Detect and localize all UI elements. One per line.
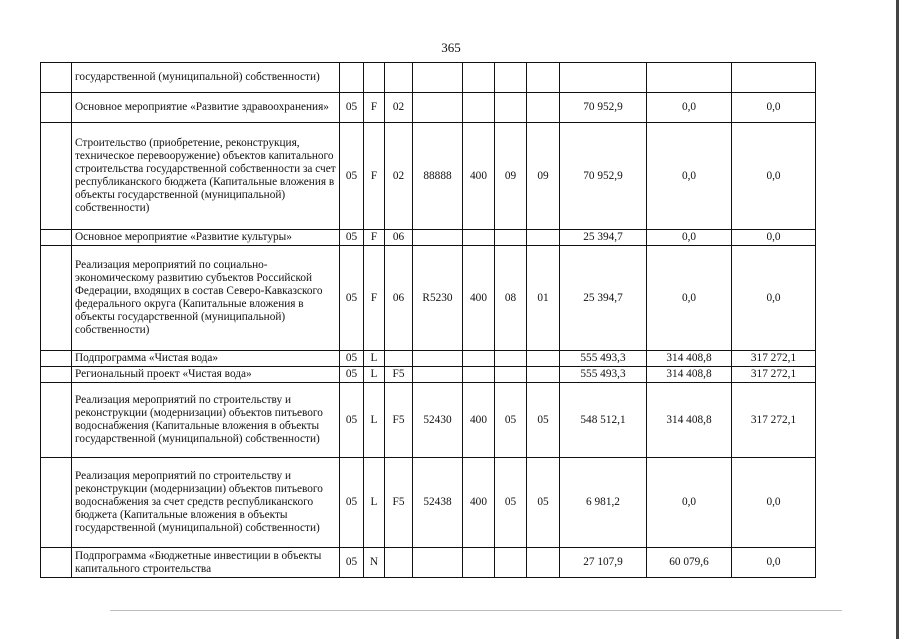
code-cell	[527, 230, 560, 246]
code-cell: 05	[527, 383, 560, 458]
blank-cell	[41, 123, 72, 230]
blank-cell	[41, 548, 72, 578]
code-cell	[495, 548, 527, 578]
scan-edge	[896, 0, 899, 639]
code-cell: 400	[463, 383, 495, 458]
code-cell	[385, 351, 413, 367]
table-row	[41, 93, 816, 123]
blank-cell	[41, 351, 72, 367]
amount-cell	[732, 63, 816, 93]
amount-cell: 317 272,1	[732, 351, 816, 367]
code-cell: F	[364, 123, 385, 230]
code-cell: L	[364, 351, 385, 367]
amount-cell: 25 394,7	[560, 230, 647, 246]
blank-cell	[41, 93, 72, 123]
amount-cell: 25 394,7	[560, 246, 647, 351]
amount-cell: 0,0	[732, 246, 816, 351]
code-cell	[495, 230, 527, 246]
amount-cell: 314 408,8	[647, 351, 732, 367]
code-cell	[340, 63, 364, 93]
row-name: Подпрограмма «Чистая вода»	[72, 351, 340, 367]
code-cell	[463, 63, 495, 93]
code-cell: 05	[340, 93, 364, 123]
table-row	[41, 383, 816, 458]
code-cell	[527, 93, 560, 123]
amount-cell: 314 408,8	[647, 367, 732, 383]
code-cell: 400	[463, 458, 495, 548]
amount-cell: 70 952,9	[560, 93, 647, 123]
code-cell	[385, 548, 413, 578]
code-cell	[413, 230, 463, 246]
code-cell	[527, 367, 560, 383]
amount-cell: 0,0	[647, 93, 732, 123]
blank-cell	[41, 230, 72, 246]
blank-cell	[41, 383, 72, 458]
amount-cell: 0,0	[732, 548, 816, 578]
amount-cell: 317 272,1	[732, 383, 816, 458]
code-cell	[495, 367, 527, 383]
code-cell: F5	[385, 458, 413, 548]
code-cell: R5230	[413, 246, 463, 351]
amount-cell: 0,0	[647, 123, 732, 230]
code-cell: 01	[527, 246, 560, 351]
row-name: государственной (муниципальной) собственности)	[72, 63, 340, 93]
table-row	[41, 123, 816, 230]
code-cell: 400	[463, 246, 495, 351]
table-row	[41, 351, 816, 367]
code-cell	[527, 351, 560, 367]
amount-cell: 0,0	[647, 230, 732, 246]
amount-cell: 548 512,1	[560, 383, 647, 458]
code-cell: L	[364, 383, 385, 458]
code-cell: 05	[527, 458, 560, 548]
code-cell: 88888	[413, 123, 463, 230]
code-cell: 06	[385, 246, 413, 351]
scan-rule	[110, 610, 842, 611]
code-cell: 09	[495, 123, 527, 230]
row-name: Строительство (приобретение, реконструкция, техническое перевооружение) объектов капитального строительства государственной собственности за счет республиканского бюджета (Капитальные вложения в объекты государственной (муниципальной) собственности)	[72, 123, 340, 230]
blank-cell	[41, 367, 72, 383]
code-cell	[463, 93, 495, 123]
code-cell: F5	[385, 367, 413, 383]
amount-cell: 60 079,6	[647, 548, 732, 578]
code-cell: 05	[340, 351, 364, 367]
code-cell: 05	[340, 458, 364, 548]
code-cell	[495, 351, 527, 367]
code-cell: L	[364, 367, 385, 383]
code-cell	[413, 63, 463, 93]
amount-cell: 0,0	[732, 123, 816, 230]
code-cell	[527, 63, 560, 93]
amount-cell: 27 107,9	[560, 548, 647, 578]
amount-cell: 0,0	[647, 458, 732, 548]
code-cell: 09	[527, 123, 560, 230]
code-cell	[495, 93, 527, 123]
code-cell: 05	[495, 458, 527, 548]
code-cell: F	[364, 93, 385, 123]
amount-cell: 317 272,1	[732, 367, 816, 383]
row-name: Подпрограмма «Бюджетные инвестиции в объекты капитального строительства	[72, 548, 340, 578]
code-cell	[463, 367, 495, 383]
row-name: Реализация мероприятий по социально-экономическому развитию субъектов Российской Федерации, входящих в состав Северо-Кавказского федерального округа (Капитальные вложения в объекты государственной (муниципальной) собственности)	[72, 246, 340, 351]
budget-table	[40, 62, 816, 578]
code-cell: 02	[385, 93, 413, 123]
table-row	[41, 367, 816, 383]
code-cell	[413, 351, 463, 367]
blank-cell	[41, 246, 72, 351]
table-row	[41, 63, 816, 93]
amount-cell: 0,0	[732, 93, 816, 123]
amount-cell: 555 493,3	[560, 351, 647, 367]
code-cell: 05	[495, 383, 527, 458]
row-name: Реализация мероприятий по строительству и реконструкции (модернизации) объектов питьевого водоснабжения за счет средств республиканского бюджета (Капитальные вложения в объекты государственной (муниципальной) собственности)	[72, 458, 340, 548]
code-cell	[463, 351, 495, 367]
table-row	[41, 246, 816, 351]
code-cell: 52430	[413, 383, 463, 458]
code-cell: L	[364, 458, 385, 548]
amount-cell: 314 408,8	[647, 383, 732, 458]
code-cell: 05	[340, 246, 364, 351]
amount-cell: 555 493,3	[560, 367, 647, 383]
amount-cell: 0,0	[732, 230, 816, 246]
code-cell	[527, 548, 560, 578]
table-row	[41, 230, 816, 246]
code-cell: F	[364, 230, 385, 246]
code-cell: 08	[495, 246, 527, 351]
code-cell	[413, 93, 463, 123]
blank-cell	[41, 63, 72, 93]
code-cell	[413, 548, 463, 578]
code-cell: F	[364, 246, 385, 351]
code-cell: 05	[340, 548, 364, 578]
code-cell: 52438	[413, 458, 463, 548]
code-cell	[385, 63, 413, 93]
code-cell: 06	[385, 230, 413, 246]
code-cell: 02	[385, 123, 413, 230]
amount-cell: 0,0	[647, 246, 732, 351]
amount-cell: 6 981,2	[560, 458, 647, 548]
table-row	[41, 458, 816, 548]
amount-cell	[647, 63, 732, 93]
row-name: Региональный проект «Чистая вода»	[72, 367, 340, 383]
row-name: Реализация мероприятий по строительству и реконструкции (модернизации) объектов питьевого водоснабжения (Капитальные вложения в объекты государственной (муниципальной) собственности)	[72, 383, 340, 458]
amount-cell: 0,0	[732, 458, 816, 548]
table-row	[41, 548, 816, 578]
code-cell	[413, 367, 463, 383]
code-cell: N	[364, 548, 385, 578]
code-cell	[495, 63, 527, 93]
code-cell	[463, 230, 495, 246]
code-cell: 05	[340, 367, 364, 383]
row-name: Основное мероприятие «Развитие здравоохранения»	[72, 93, 340, 123]
code-cell	[463, 548, 495, 578]
code-cell: 05	[340, 123, 364, 230]
code-cell: 05	[340, 383, 364, 458]
code-cell	[364, 63, 385, 93]
row-name: Основное мероприятие «Развитие культуры»	[72, 230, 340, 246]
blank-cell	[41, 458, 72, 548]
amount-cell: 70 952,9	[560, 123, 647, 230]
code-cell: 400	[463, 123, 495, 230]
page-number: 365	[441, 40, 461, 55]
code-cell: F5	[385, 383, 413, 458]
code-cell: 05	[340, 230, 364, 246]
amount-cell	[560, 63, 647, 93]
